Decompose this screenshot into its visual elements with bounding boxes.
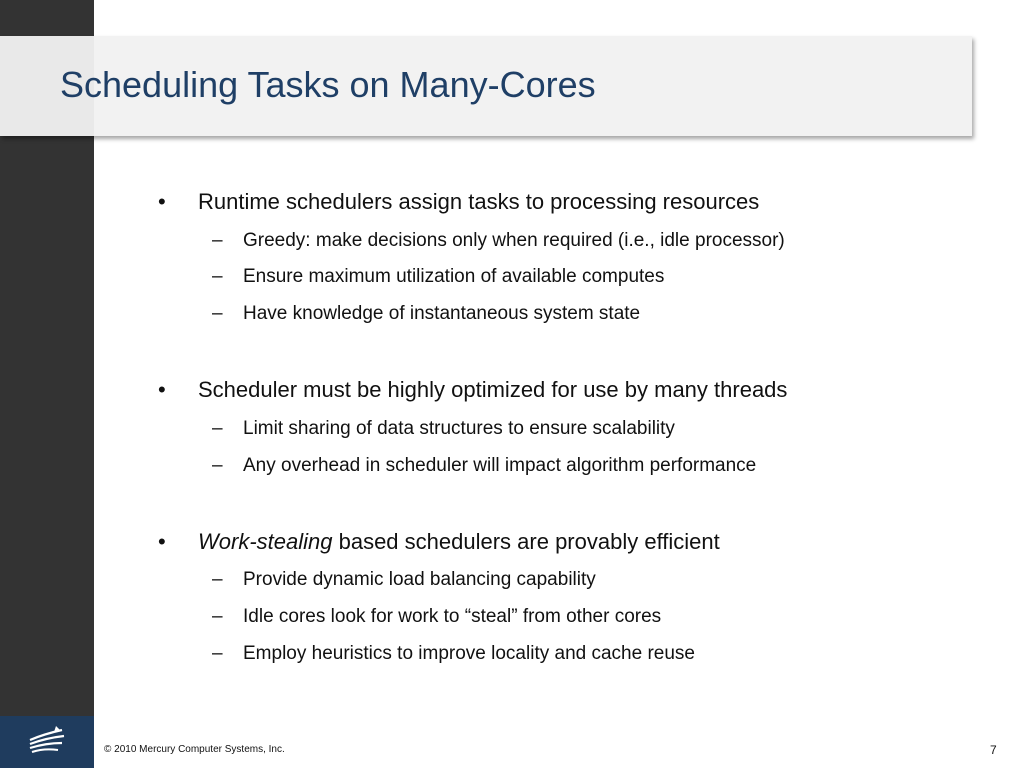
bullet-marker: • xyxy=(158,529,166,554)
sub-bullet-marker: – xyxy=(212,606,223,627)
sub-bullet-marker: – xyxy=(212,266,223,287)
sub-bullet-item xyxy=(212,417,675,441)
bullet-text-emphasis: Work-stealing xyxy=(198,529,333,554)
sub-bullet-text: Employ heuristics to improve locality and cache reuse xyxy=(243,643,695,664)
sub-bullet-marker: – xyxy=(212,569,223,590)
mercury-logo-icon xyxy=(26,726,68,758)
sub-bullet-text: Idle cores look for work to “steal” from other cores xyxy=(243,606,662,627)
page-number: 7 xyxy=(990,743,997,757)
bullet-marker: • xyxy=(158,377,166,402)
sub-bullet-item xyxy=(212,454,757,478)
sub-bullet-text: Limit sharing of data structures to ensure scalability xyxy=(243,418,675,439)
bullet-text: Runtime schedulers assign tasks to processing resources xyxy=(198,189,760,214)
bullet-text: Scheduler must be highly optimized for use by many threads xyxy=(198,377,788,402)
logo-box xyxy=(0,716,94,768)
footer-copyright: © 2010 Mercury Computer Systems, Inc. xyxy=(104,744,285,755)
bullet-item xyxy=(158,376,788,404)
sub-bullet-text: Provide dynamic load balancing capability xyxy=(243,569,596,590)
bullet-item xyxy=(158,188,760,216)
bullet-item xyxy=(158,528,720,556)
sub-bullet-marker: – xyxy=(212,230,223,251)
sub-bullet-item xyxy=(212,302,641,326)
bullet-marker: • xyxy=(158,189,166,214)
sub-bullet-text: Any overhead in scheduler will impact algorithm performance xyxy=(243,455,757,476)
sub-bullet-item xyxy=(212,605,662,629)
sub-bullet-item xyxy=(212,229,785,253)
sub-bullet-text: Have knowledge of instantaneous system state xyxy=(243,303,641,324)
sub-bullet-marker: – xyxy=(212,418,223,439)
sub-bullet-marker: – xyxy=(212,455,223,476)
sub-bullet-text: Ensure maximum utilization of available computes xyxy=(243,266,665,287)
slide-title: Scheduling Tasks on Many-Cores xyxy=(60,64,596,105)
sub-bullet-marker: – xyxy=(212,643,223,664)
sub-bullet-item xyxy=(212,642,695,666)
bullet-text: based schedulers are provably efficient xyxy=(332,529,720,554)
sub-bullet-item xyxy=(212,568,596,592)
sub-bullet-text: Greedy: make decisions only when required (i.e., idle processor) xyxy=(243,230,785,251)
sub-bullet-marker: – xyxy=(212,303,223,324)
sub-bullet-item xyxy=(212,265,665,289)
